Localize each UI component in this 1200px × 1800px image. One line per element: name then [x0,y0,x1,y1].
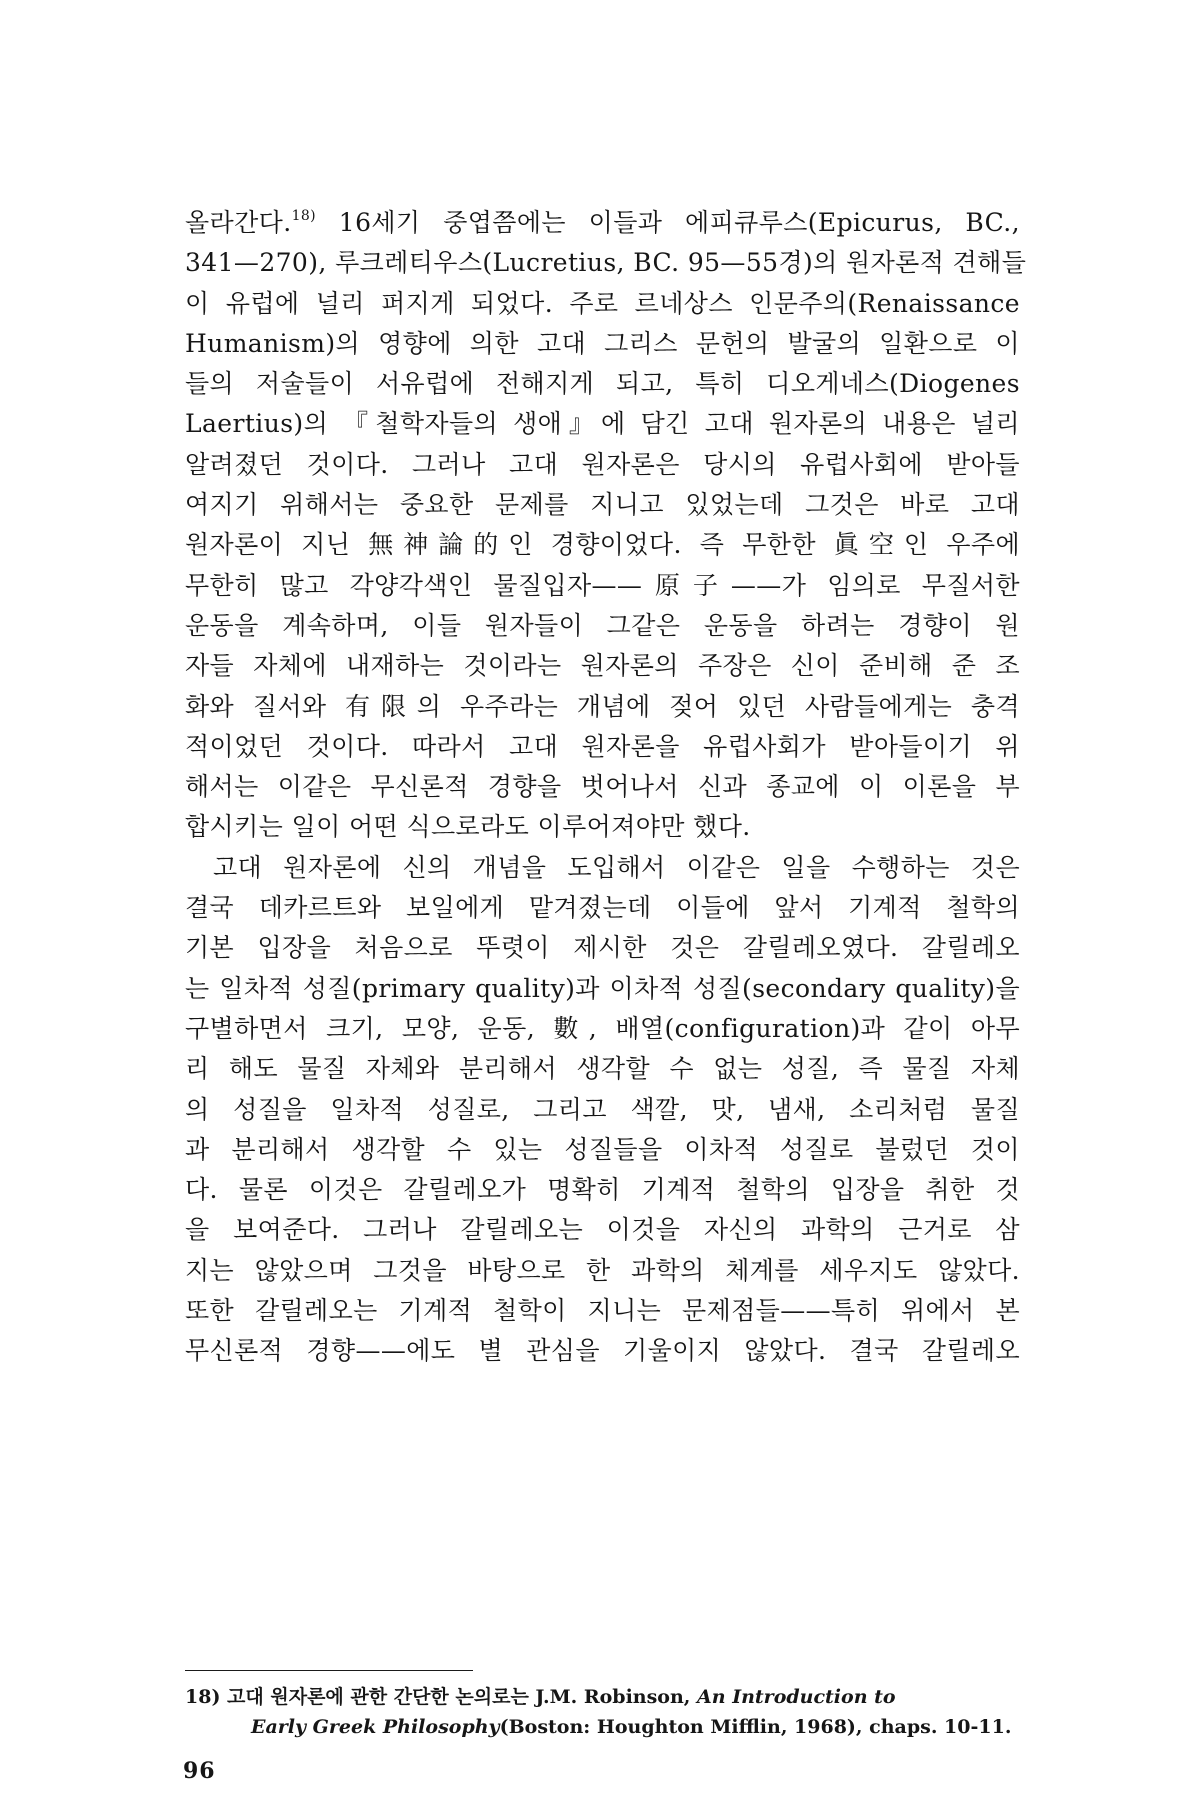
footnote-line [185,1712,1020,1742]
footnote-text: 고대 원자론에 관한 간단한 논의로는 J.M. Robinson, [220,1686,698,1708]
footnote [185,1682,1020,1742]
text-line: 무한히 많고 각양각색인 물질입자——原子——가 임의로 무질서한 [185,570,1020,600]
text-line: 과 분리해서 생각할 수 있는 성질들을 이차적 성질로 불렀던 것이 [185,1134,1020,1164]
footnote-line [185,1682,1020,1712]
paragraph-start-line: 고대 원자론에 신의 개념을 도입해서 이같은 일을 수행하는 것은 [213,852,1020,882]
footnote-book-title: An Introduction to [697,1686,896,1708]
text-line: 결국 데카르트와 보일에게 맡겨졌는데 이들에 앞서 기계적 철학의 [185,893,1020,923]
body-text [185,203,1027,1372]
text-line: 적이었던 것이다. 따라서 고대 원자론을 유럽사회가 받아들이기 위 [185,731,1020,761]
text-line: 기본 입장을 처음으로 뚜렷이 제시한 것은 갈릴레오였다. 갈릴레오 [185,933,1020,963]
text-line: 는 일차적 성질(primary quality)과 이차적 성질(secondary quality)을 [185,973,1020,1003]
text-line: 구별하면서 크기, 모양, 운동, 數, 배열(configuration)과 같이 아무 [185,1013,1020,1043]
footnote-label: 18) [185,1686,221,1708]
page-number: 96 [183,1758,216,1784]
text-line: 올라간다.$^{18)}$ 16세기 중엽쯤에는 이들과 에피큐루스(Epicurus, BC., [185,208,1020,237]
text-line: Laertius)의 『철학자들의 생애』에 담긴 고대 원자론의 내용은 널리 [185,409,1020,439]
footnote-book-title: Early Greek Philosophy [251,1716,500,1738]
text-line: 합시키는 일이 어떤 식으로라도 이루어져야만 했다. [185,812,751,842]
text-line: 의 성질을 일차적 성질로, 그리고 색깔, 맛, 냄새, 소리처럼 물질 [185,1094,1020,1124]
text-line: 이 유럽에 널리 퍼지게 되었다. 주로 르네상스 인문주의(Renaissance [185,288,1020,318]
text-line: 원자론이 지닌 無神論的인 경향이었다. 즉 무한한 眞空인 우주에 [185,530,1020,560]
text-line: 리 해도 물질 자체와 분리해서 생각할 수 없는 성질, 즉 물질 자체 [185,1054,1020,1084]
text-line: Humanism)의 영향에 의한 고대 그리스 문헌의 발굴의 일환으로 이 [185,328,1020,358]
text-line: 자들 자체에 내재하는 것이라는 원자론의 주장은 신이 준비해 준 조 [185,651,1020,681]
text-line: 화와 질서와 有限의 우주라는 개념에 젖어 있던 사람들에게는 충격 [185,691,1020,721]
text-line: 341—270), 루크레티우스(Lucretius, BC. 95—55경)의 원자론적 견해들 [185,248,1027,278]
footnote-text: (Boston: Houghton Mifflin, 1968), chaps. 10-11. [499,1716,1012,1738]
text-line: 운동을 계속하며, 이들 원자들이 그같은 운동을 하려는 경향이 원 [185,610,1020,640]
text-line: 해서는 이같은 무신론적 경향을 벗어나서 신과 종교에 이 이론을 부 [185,772,1020,802]
footnote-reference[interactable]: 18) [291,208,317,224]
text-line: 을 보여준다. 그러나 갈릴레오는 이것을 자신의 과학의 근거로 삼 [185,1215,1020,1245]
text-line: 무신론적 경향——에도 별 관심을 기울이지 않았다. 결국 갈릴레오 [185,1336,1020,1366]
text-line: 알려졌던 것이다. 그러나 고대 원자론은 당시의 유럽사회에 받아들 [185,449,1020,479]
text-line: 여지기 위해서는 중요한 문제를 지니고 있었는데 그것은 바로 고대 [185,490,1020,520]
footnote-divider [185,1670,473,1671]
text-line: 다. 물론 이것은 갈릴레오가 명확히 기계적 철학의 입장을 취한 것 [185,1175,1020,1205]
text-line: 들의 저술들이 서유럽에 전해지게 되고, 특히 디오게네스(Diogenes [185,369,1020,399]
text-line: 지는 않았으며 그것을 바탕으로 한 과학의 체계를 세우지도 않았다. [185,1255,1020,1285]
text-line: 또한 갈릴레오는 기계적 철학이 지니는 문제점들——특히 위에서 본 [185,1296,1020,1326]
